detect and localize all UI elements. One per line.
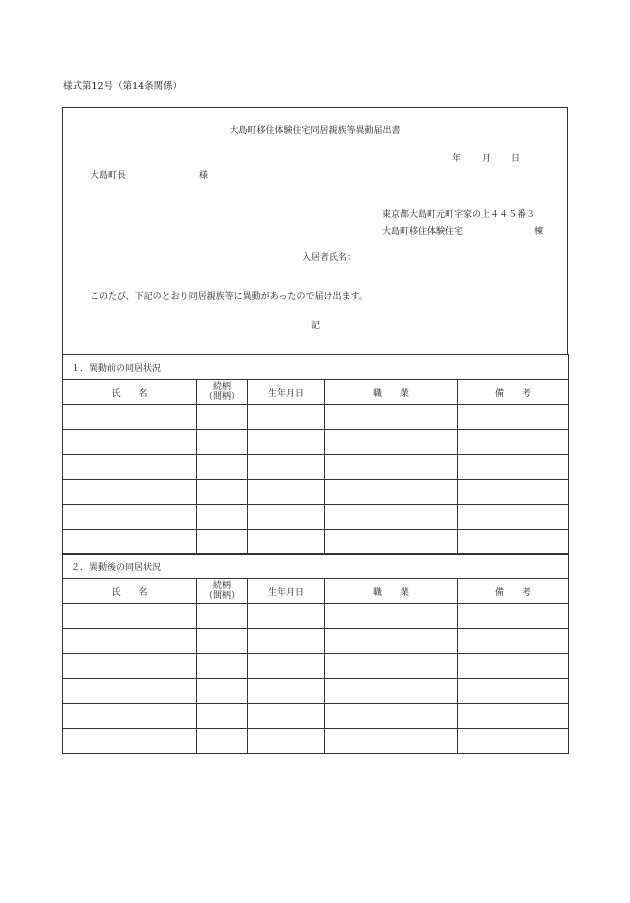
cell-name[interactable] (63, 629, 197, 654)
cell-remarks[interactable] (458, 704, 569, 729)
cell-occupation[interactable] (325, 480, 458, 505)
addressee-honorific: 様 (199, 171, 209, 181)
cell-remarks[interactable] (458, 604, 569, 629)
cell-birthdate[interactable] (248, 704, 325, 729)
cell-occupation[interactable] (325, 704, 458, 729)
cell-relation[interactable] (197, 505, 248, 530)
table-header-row (63, 579, 569, 604)
col-relation-line1: 続柄 (212, 581, 231, 591)
cell-birthdate[interactable] (248, 480, 325, 505)
table-row (63, 530, 569, 555)
col-relation-line2: （間柄） (203, 392, 240, 402)
cell-relation[interactable] (197, 679, 248, 704)
cell-occupation[interactable] (325, 430, 458, 455)
cell-birthdate[interactable] (248, 679, 325, 704)
table-row (63, 604, 569, 629)
cell-birthdate[interactable] (248, 604, 325, 629)
cell-occupation[interactable] (325, 530, 458, 555)
cell-occupation[interactable] (325, 729, 458, 754)
cell-occupation[interactable] (325, 505, 458, 530)
table-row (63, 679, 569, 704)
cell-remarks[interactable] (458, 455, 569, 480)
cell-remarks[interactable] (458, 530, 569, 555)
cell-birthdate[interactable] (248, 629, 325, 654)
cell-birthdate[interactable] (248, 430, 325, 455)
cell-remarks[interactable] (458, 405, 569, 430)
section-title-before: １．異動前の同居状況 (63, 355, 569, 380)
cell-birthdate[interactable] (248, 505, 325, 530)
col-relation-line2: （間柄） (203, 591, 240, 601)
cell-occupation[interactable] (325, 629, 458, 654)
table-row (63, 704, 569, 729)
cell-remarks[interactable] (458, 505, 569, 530)
cell-occupation[interactable] (325, 679, 458, 704)
form-title: 大島町移住体験住宅同居親族等異動届出書 (229, 126, 401, 136)
col-name: 氏 名 (63, 380, 197, 405)
cell-birthdate[interactable] (248, 729, 325, 754)
cell-birthdate[interactable] (248, 654, 325, 679)
cell-name[interactable] (63, 405, 197, 430)
cell-name[interactable] (63, 729, 197, 754)
address-building: 棟 (534, 227, 544, 237)
table-header-row (63, 380, 569, 405)
cell-occupation[interactable] (325, 455, 458, 480)
cell-relation[interactable] (197, 480, 248, 505)
cell-relation[interactable] (197, 604, 248, 629)
table-row (63, 629, 569, 654)
cell-relation[interactable] (197, 729, 248, 754)
col-relation (197, 579, 248, 604)
cell-relation[interactable] (197, 629, 248, 654)
col-occupation: 職 業 (325, 579, 458, 604)
cell-relation[interactable] (197, 530, 248, 555)
form-header-box (62, 107, 568, 355)
cell-remarks[interactable] (458, 654, 569, 679)
cell-relation[interactable] (197, 405, 248, 430)
table-before (62, 354, 569, 555)
address-line-1: 東京都大島町元町字家の上４４５番３ (382, 210, 536, 220)
form-number: 様式第12号（第14条関係） (63, 81, 183, 92)
col-birthdate: 生年月日 (248, 579, 325, 604)
table-row (63, 405, 569, 430)
section-title-after: ２．異動後の同居状況 (63, 554, 569, 579)
ki-label: 記 (311, 321, 321, 331)
cell-name[interactable] (63, 604, 197, 629)
col-birthdate: 生年月日 (248, 380, 325, 405)
table-row (63, 455, 569, 480)
cell-remarks[interactable] (458, 629, 569, 654)
cell-name[interactable] (63, 704, 197, 729)
col-remarks: 備 考 (458, 579, 569, 604)
cell-birthdate[interactable] (248, 530, 325, 555)
col-occupation: 職 業 (325, 380, 458, 405)
addressee-name: 大島町長 (90, 171, 127, 181)
cell-name[interactable] (63, 679, 197, 704)
cell-name[interactable] (63, 480, 197, 505)
cell-remarks[interactable] (458, 480, 569, 505)
cell-remarks[interactable] (458, 430, 569, 455)
cell-remarks[interactable] (458, 679, 569, 704)
cell-name[interactable] (63, 455, 197, 480)
cell-birthdate[interactable] (248, 405, 325, 430)
cell-name[interactable] (63, 530, 197, 555)
col-remarks: 備 考 (458, 380, 569, 405)
address-line-2: 大島町移住体験住宅 (382, 227, 464, 237)
date-year: 年 (452, 154, 462, 164)
table-row (63, 430, 569, 455)
cell-relation[interactable] (197, 430, 248, 455)
cell-birthdate[interactable] (248, 455, 325, 480)
cell-name[interactable] (63, 654, 197, 679)
col-relation-line1: 続柄 (212, 382, 231, 392)
cell-remarks[interactable] (458, 729, 569, 754)
cell-occupation[interactable] (325, 654, 458, 679)
table-row (63, 654, 569, 679)
statement: このたび、下記のとおり同居親族等に異動があったので届け出ます。 (90, 292, 368, 302)
col-name: 氏 名 (63, 579, 197, 604)
cell-name[interactable] (63, 430, 197, 455)
cell-relation[interactable] (197, 455, 248, 480)
col-relation (197, 380, 248, 405)
date-month: 月 (482, 154, 492, 164)
cell-occupation[interactable] (325, 405, 458, 430)
date-day: 日 (511, 154, 521, 164)
cell-relation[interactable] (197, 704, 248, 729)
table-after (62, 553, 569, 754)
table-row (63, 480, 569, 505)
cell-name[interactable] (63, 505, 197, 530)
cell-occupation[interactable] (325, 604, 458, 629)
resident-name-label: 入居者氏名： (302, 253, 357, 263)
table-row (63, 729, 569, 754)
table-row (63, 505, 569, 530)
cell-relation[interactable] (197, 654, 248, 679)
